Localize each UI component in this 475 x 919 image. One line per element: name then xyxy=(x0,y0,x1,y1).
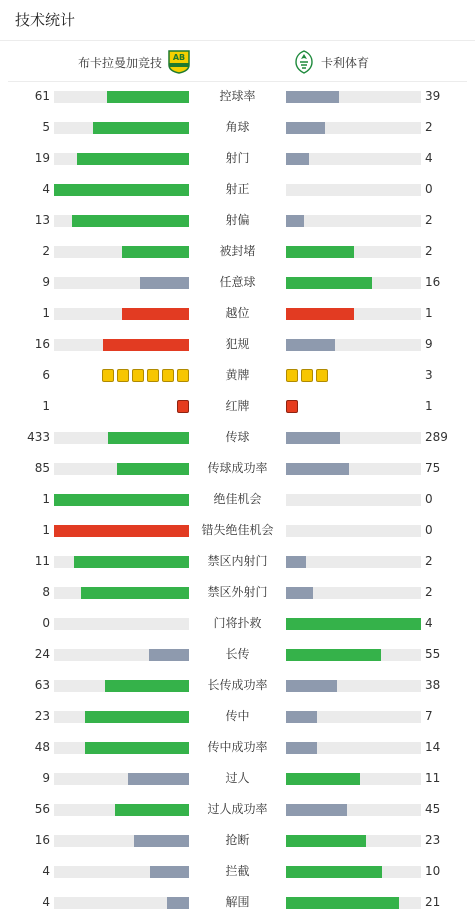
home-bar-track xyxy=(54,339,189,351)
away-value: 14 xyxy=(425,740,441,754)
home-bar-fill xyxy=(81,587,189,599)
away-bar-fill xyxy=(286,866,382,878)
away-bar-track xyxy=(286,866,421,878)
stat-row xyxy=(0,826,475,857)
away-bar-track xyxy=(286,556,421,568)
home-bar-track xyxy=(54,91,189,103)
stat-label: 抢断 xyxy=(225,833,250,847)
home-bar-fill xyxy=(122,308,190,320)
home-value: 85 xyxy=(34,461,50,475)
home-bar-track xyxy=(54,525,189,537)
home-bar-track xyxy=(54,122,189,134)
red-card-icon xyxy=(286,400,298,413)
away-bar-fill xyxy=(286,680,337,692)
away-bar-fill xyxy=(286,649,381,661)
home-bar-fill xyxy=(54,525,189,537)
stat-label: 犯规 xyxy=(225,337,250,351)
home-value: 433 xyxy=(27,430,50,444)
away-bar-track xyxy=(286,494,421,506)
away-bar-track xyxy=(286,742,421,754)
home-bar-fill xyxy=(105,680,189,692)
away-bar-fill xyxy=(286,153,309,165)
home-bar-track xyxy=(54,153,189,165)
home-value: 4 xyxy=(42,864,50,878)
stat-label: 过人成功率 xyxy=(207,802,268,816)
home-bar-fill xyxy=(77,153,189,165)
home-value: 4 xyxy=(42,182,50,196)
home-yellow-cards xyxy=(102,369,189,382)
yellow-card-icon xyxy=(286,369,298,382)
atletico-bucaramanga-crest-icon xyxy=(168,50,190,74)
stat-row xyxy=(0,82,475,113)
away-bar-fill xyxy=(286,463,349,475)
home-bar-fill xyxy=(72,215,189,227)
stat-label: 控球率 xyxy=(219,89,256,103)
away-bar-track xyxy=(286,525,421,537)
stat-label: 任意球 xyxy=(219,275,256,289)
stat-row xyxy=(0,702,475,733)
away-yellow-cards xyxy=(286,369,328,382)
home-value: 5 xyxy=(42,120,50,134)
home-bar-fill xyxy=(93,122,189,134)
away-bar-track xyxy=(286,246,421,258)
stat-label: 射偏 xyxy=(225,213,250,227)
away-bar-fill xyxy=(286,339,335,351)
stat-label: 绝佳机会 xyxy=(213,492,262,506)
red-card-icon xyxy=(177,400,189,413)
stat-label: 长传成功率 xyxy=(207,678,268,692)
away-value: 0 xyxy=(425,182,433,196)
teams-header xyxy=(8,41,467,82)
home-bar-fill xyxy=(108,432,189,444)
stat-row xyxy=(0,113,475,144)
stat-row xyxy=(0,330,475,361)
away-value: 3 xyxy=(425,368,433,382)
home-bar-track xyxy=(54,215,189,227)
away-bar-fill xyxy=(286,556,306,568)
home-bar-track xyxy=(54,711,189,723)
home-value: 1 xyxy=(42,399,50,413)
stat-row xyxy=(0,609,475,640)
away-team[interactable] xyxy=(293,49,369,75)
stat-label: 禁区内射门 xyxy=(207,554,268,568)
stats-list xyxy=(0,82,475,919)
away-bar-track xyxy=(286,680,421,692)
stat-row xyxy=(0,485,475,516)
stat-row xyxy=(0,640,475,671)
away-bar-track xyxy=(286,153,421,165)
home-value: 16 xyxy=(34,337,50,351)
away-bar-track xyxy=(286,463,421,475)
stat-label: 过人 xyxy=(225,771,250,785)
away-value: 2 xyxy=(425,244,433,258)
home-value: 8 xyxy=(42,585,50,599)
stat-row xyxy=(0,268,475,299)
home-bar-track xyxy=(54,742,189,754)
away-bar-fill xyxy=(286,122,325,134)
header xyxy=(0,0,475,41)
stat-row xyxy=(0,206,475,237)
home-bar-track xyxy=(54,649,189,661)
home-value: 1 xyxy=(42,306,50,320)
stat-label: 角球 xyxy=(225,120,250,134)
home-bar-fill xyxy=(122,246,190,258)
away-bar-track xyxy=(286,587,421,599)
home-value: 13 xyxy=(34,213,50,227)
stat-row xyxy=(0,237,475,268)
stat-label: 传球成功率 xyxy=(207,461,268,475)
yellow-card-icon xyxy=(177,369,189,382)
away-bar-fill xyxy=(286,432,340,444)
stat-row xyxy=(0,361,475,392)
home-bar-fill xyxy=(167,897,189,909)
away-bar-fill xyxy=(286,742,317,754)
deportivo-cali-crest-icon xyxy=(293,50,315,74)
away-value: 16 xyxy=(425,275,441,289)
home-value: 9 xyxy=(42,275,50,289)
stat-row xyxy=(0,671,475,702)
home-value: 0 xyxy=(42,616,50,630)
away-value: 10 xyxy=(425,864,441,878)
home-value: 48 xyxy=(34,740,50,754)
stat-row xyxy=(0,454,475,485)
stat-row xyxy=(0,578,475,609)
away-value: 1 xyxy=(425,306,433,320)
away-value: 2 xyxy=(425,585,433,599)
away-value: 0 xyxy=(425,523,433,537)
home-value: 16 xyxy=(34,833,50,847)
away-bar-track xyxy=(286,897,421,909)
stat-row xyxy=(0,144,475,175)
home-value: 4 xyxy=(42,895,50,909)
stat-row xyxy=(0,175,475,206)
home-badge-letters: AB xyxy=(172,53,186,62)
stat-label: 被封堵 xyxy=(219,244,256,258)
home-bar-fill xyxy=(149,649,190,661)
away-value: 2 xyxy=(425,554,433,568)
home-value: 61 xyxy=(34,89,50,103)
stat-label: 射门 xyxy=(225,151,250,165)
home-value: 1 xyxy=(42,523,50,537)
home-value: 19 xyxy=(34,151,50,165)
away-bar-fill xyxy=(286,618,421,630)
home-bar-fill xyxy=(74,556,189,568)
home-red-cards xyxy=(177,400,189,413)
away-bar-track xyxy=(286,711,421,723)
home-bar-track xyxy=(54,804,189,816)
home-value: 9 xyxy=(42,771,50,785)
home-value: 11 xyxy=(34,554,50,568)
stat-label: 射正 xyxy=(225,182,250,196)
home-bar-track xyxy=(54,773,189,785)
stat-row xyxy=(0,547,475,578)
stat-label: 传中成功率 xyxy=(207,740,268,754)
away-bar-track xyxy=(286,91,421,103)
away-value: 23 xyxy=(425,833,441,847)
yellow-card-icon xyxy=(117,369,129,382)
home-value: 23 xyxy=(34,709,50,723)
stat-row xyxy=(0,299,475,330)
away-bar-track xyxy=(286,308,421,320)
home-bar-fill xyxy=(115,804,189,816)
away-bar-track xyxy=(286,215,421,227)
home-value: 2 xyxy=(42,244,50,258)
home-bar-track xyxy=(54,680,189,692)
away-bar-fill xyxy=(286,587,313,599)
away-bar-fill xyxy=(286,246,354,258)
away-value: 4 xyxy=(425,616,433,630)
stat-label: 传球 xyxy=(225,430,250,444)
away-bar-fill xyxy=(286,804,347,816)
home-value: 24 xyxy=(34,647,50,661)
away-bar-track xyxy=(286,122,421,134)
stat-label: 长传 xyxy=(225,647,250,661)
home-bar-track xyxy=(54,866,189,878)
stat-label: 解围 xyxy=(225,895,250,909)
home-bar-track xyxy=(54,184,189,196)
home-bar-fill xyxy=(54,494,189,506)
yellow-card-icon xyxy=(316,369,328,382)
home-bar-fill xyxy=(107,91,189,103)
stat-label: 红牌 xyxy=(225,399,250,413)
yellow-card-icon xyxy=(102,369,114,382)
stat-label: 禁区外射门 xyxy=(207,585,268,599)
away-bar-track xyxy=(286,432,421,444)
away-value: 55 xyxy=(425,647,441,661)
away-value: 2 xyxy=(425,120,433,134)
home-bar-track xyxy=(54,246,189,258)
home-bar-track xyxy=(54,463,189,475)
home-bar-fill xyxy=(103,339,189,351)
home-bar-fill xyxy=(85,711,189,723)
stat-label: 拦截 xyxy=(225,864,250,878)
stat-row xyxy=(0,857,475,888)
home-value: 1 xyxy=(42,492,50,506)
home-team[interactable] xyxy=(78,49,190,75)
away-value: 21 xyxy=(425,895,441,909)
stat-row xyxy=(0,516,475,547)
away-value: 38 xyxy=(425,678,441,692)
away-bar-fill xyxy=(286,835,366,847)
yellow-card-icon xyxy=(162,369,174,382)
stat-label: 越位 xyxy=(225,306,250,320)
away-value: 11 xyxy=(425,771,441,785)
away-bar-fill xyxy=(286,308,354,320)
home-team-name: 布卡拉曼加竞技 xyxy=(77,55,162,70)
yellow-card-icon xyxy=(301,369,313,382)
home-bar-track xyxy=(54,556,189,568)
home-bar-track xyxy=(54,835,189,847)
away-value: 39 xyxy=(425,89,441,103)
away-bar-track xyxy=(286,773,421,785)
away-value: 1 xyxy=(425,399,433,413)
away-team-name: 卡利体育 xyxy=(321,55,370,70)
stat-label: 错失绝佳机会 xyxy=(201,523,274,537)
away-bar-track xyxy=(286,184,421,196)
home-bar-fill xyxy=(128,773,189,785)
away-value: 289 xyxy=(425,430,448,444)
away-bar-track xyxy=(286,277,421,289)
away-value: 45 xyxy=(425,802,441,816)
home-bar-track xyxy=(54,277,189,289)
stat-row xyxy=(0,392,475,423)
home-value: 56 xyxy=(34,802,50,816)
away-bar-fill xyxy=(286,897,399,909)
away-bar-fill xyxy=(286,773,360,785)
home-bar-fill xyxy=(140,277,189,289)
away-bar-track xyxy=(286,649,421,661)
stat-row xyxy=(0,423,475,454)
away-bar-track xyxy=(286,618,421,630)
away-bar-track xyxy=(286,835,421,847)
home-bar-track xyxy=(54,308,189,320)
away-value: 4 xyxy=(425,151,433,165)
stat-row xyxy=(0,733,475,764)
home-bar-track xyxy=(54,587,189,599)
home-bar-track xyxy=(54,897,189,909)
yellow-card-icon xyxy=(147,369,159,382)
away-value: 0 xyxy=(425,492,433,506)
home-bar-fill xyxy=(150,866,189,878)
away-value: 2 xyxy=(425,213,433,227)
away-value: 9 xyxy=(425,337,433,351)
away-bar-fill xyxy=(286,711,317,723)
page-title: 技术统计 xyxy=(15,11,76,29)
stat-row xyxy=(0,795,475,826)
home-bar-fill xyxy=(117,463,189,475)
away-value: 7 xyxy=(425,709,433,723)
stat-label: 传中 xyxy=(225,709,250,723)
stat-label: 黄牌 xyxy=(225,368,250,382)
home-bar-fill xyxy=(85,742,189,754)
stat-row xyxy=(0,888,475,919)
away-bar-track xyxy=(286,804,421,816)
away-bar-fill xyxy=(286,277,372,289)
yellow-card-icon xyxy=(132,369,144,382)
home-bar-track xyxy=(54,618,189,630)
away-red-cards xyxy=(286,400,298,413)
home-value: 63 xyxy=(34,678,50,692)
home-bar-fill xyxy=(134,835,189,847)
away-bar-fill xyxy=(286,91,339,103)
stat-row xyxy=(0,764,475,795)
away-bar-fill xyxy=(286,215,304,227)
home-bar-track xyxy=(54,494,189,506)
home-bar-track xyxy=(54,432,189,444)
home-bar-fill xyxy=(54,184,189,196)
home-value: 6 xyxy=(42,368,50,382)
stat-label: 门将扑救 xyxy=(213,616,262,630)
away-value: 75 xyxy=(425,461,441,475)
away-bar-track xyxy=(286,339,421,351)
